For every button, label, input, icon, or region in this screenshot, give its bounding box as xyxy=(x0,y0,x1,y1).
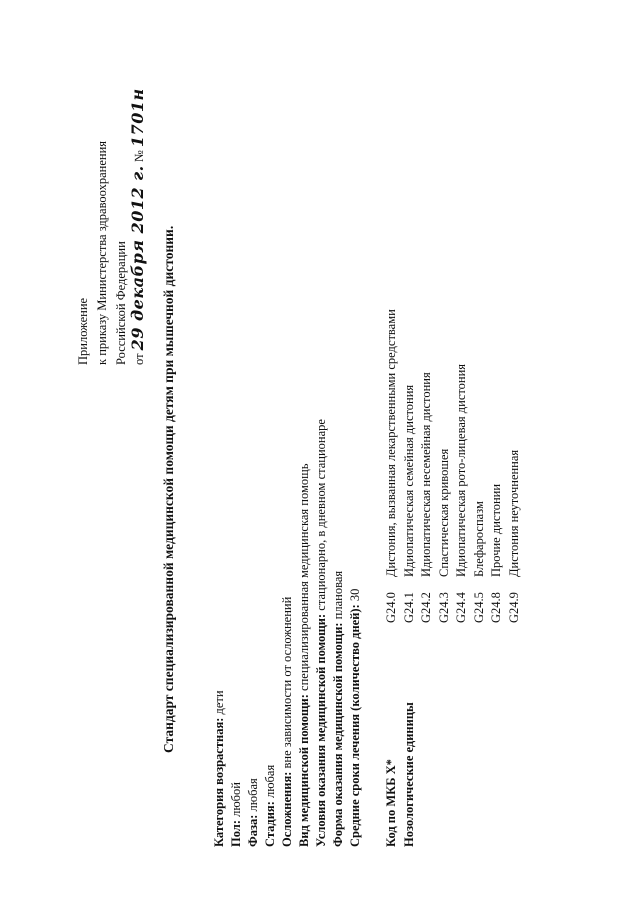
param-row xyxy=(298,464,311,847)
icd-name: Идиопатическая семейная дистония xyxy=(401,384,416,577)
param-value: вне зависимости от осложнений xyxy=(280,596,294,772)
icd-name: Дистония, вызванная лекарственными средствами xyxy=(384,309,398,577)
param-label: Средние сроки лечения (количество дней): xyxy=(348,604,362,847)
icd-code: G24.5 xyxy=(471,592,486,623)
param-row xyxy=(281,597,294,847)
param-row xyxy=(315,419,328,847)
param-row xyxy=(264,765,277,847)
param-label: Вид медицинской помощи: xyxy=(297,694,311,847)
param-row xyxy=(247,778,260,847)
icd-name: Дистония неуточненная xyxy=(506,449,521,577)
param-value: дети xyxy=(212,690,226,718)
param-value: стационарно, в дневном стационаре xyxy=(314,419,328,614)
icd-name: Блефароспазм xyxy=(471,501,486,577)
nosology-label: Нозологические единицы xyxy=(402,702,416,847)
order-date-line xyxy=(130,88,146,365)
param-value: любая xyxy=(246,778,260,815)
icd-code: G24.0 xyxy=(384,592,398,623)
icd-code: G24.4 xyxy=(454,592,468,623)
param-row xyxy=(230,782,243,847)
icd-name: Прочие дистонии xyxy=(489,483,503,577)
param-label: Пол: xyxy=(229,820,243,847)
appendix-label: Приложение xyxy=(76,297,90,365)
icd-code: G24.1 xyxy=(401,592,416,623)
param-row xyxy=(213,690,226,847)
param-row xyxy=(332,571,345,847)
handwritten-date: 29 декабря 2012 г. xyxy=(128,165,147,351)
handwritten-number: 1701н xyxy=(128,88,147,148)
icd-code: G24.3 xyxy=(436,592,451,623)
icd-label: Код по МКБ X* xyxy=(384,759,398,847)
icd-code: G24.8 xyxy=(489,592,503,623)
order-line: к приказу Министерства здравоохранения xyxy=(95,140,109,365)
param-value: любая xyxy=(263,764,277,802)
icd-name: Спастическая кривошея xyxy=(436,448,451,577)
param-row xyxy=(349,589,362,847)
icd-name: Идиопатическая несемейная дистония xyxy=(419,372,433,577)
param-label: Осложнения: xyxy=(280,771,294,847)
icd-code: G24.9 xyxy=(506,592,521,623)
param-value: любой xyxy=(229,782,243,821)
param-label: Стадия: xyxy=(263,801,277,847)
param-label: Фаза: xyxy=(246,814,260,847)
param-value: плановая xyxy=(331,570,345,623)
param-label: Категория возрастная: xyxy=(212,717,226,847)
federation-line: Российской Федерации xyxy=(114,241,128,365)
param-label: Условия оказания медицинской помощи: xyxy=(314,613,328,847)
number-sign: № xyxy=(132,150,146,163)
document-title: Стандарт специализированной медицинской помощи детям при мышечной дистонии. xyxy=(161,225,176,753)
icd-code: G24.2 xyxy=(419,592,433,623)
param-value: специализированная медицинская помощь xyxy=(297,463,311,695)
param-value: 30 xyxy=(348,588,362,605)
param-label: Форма оказания медицинской помощи: xyxy=(331,622,345,847)
icd-name: Идиопатическая рото-лицевая дистония xyxy=(454,363,468,577)
date-prefix: от xyxy=(132,353,146,365)
